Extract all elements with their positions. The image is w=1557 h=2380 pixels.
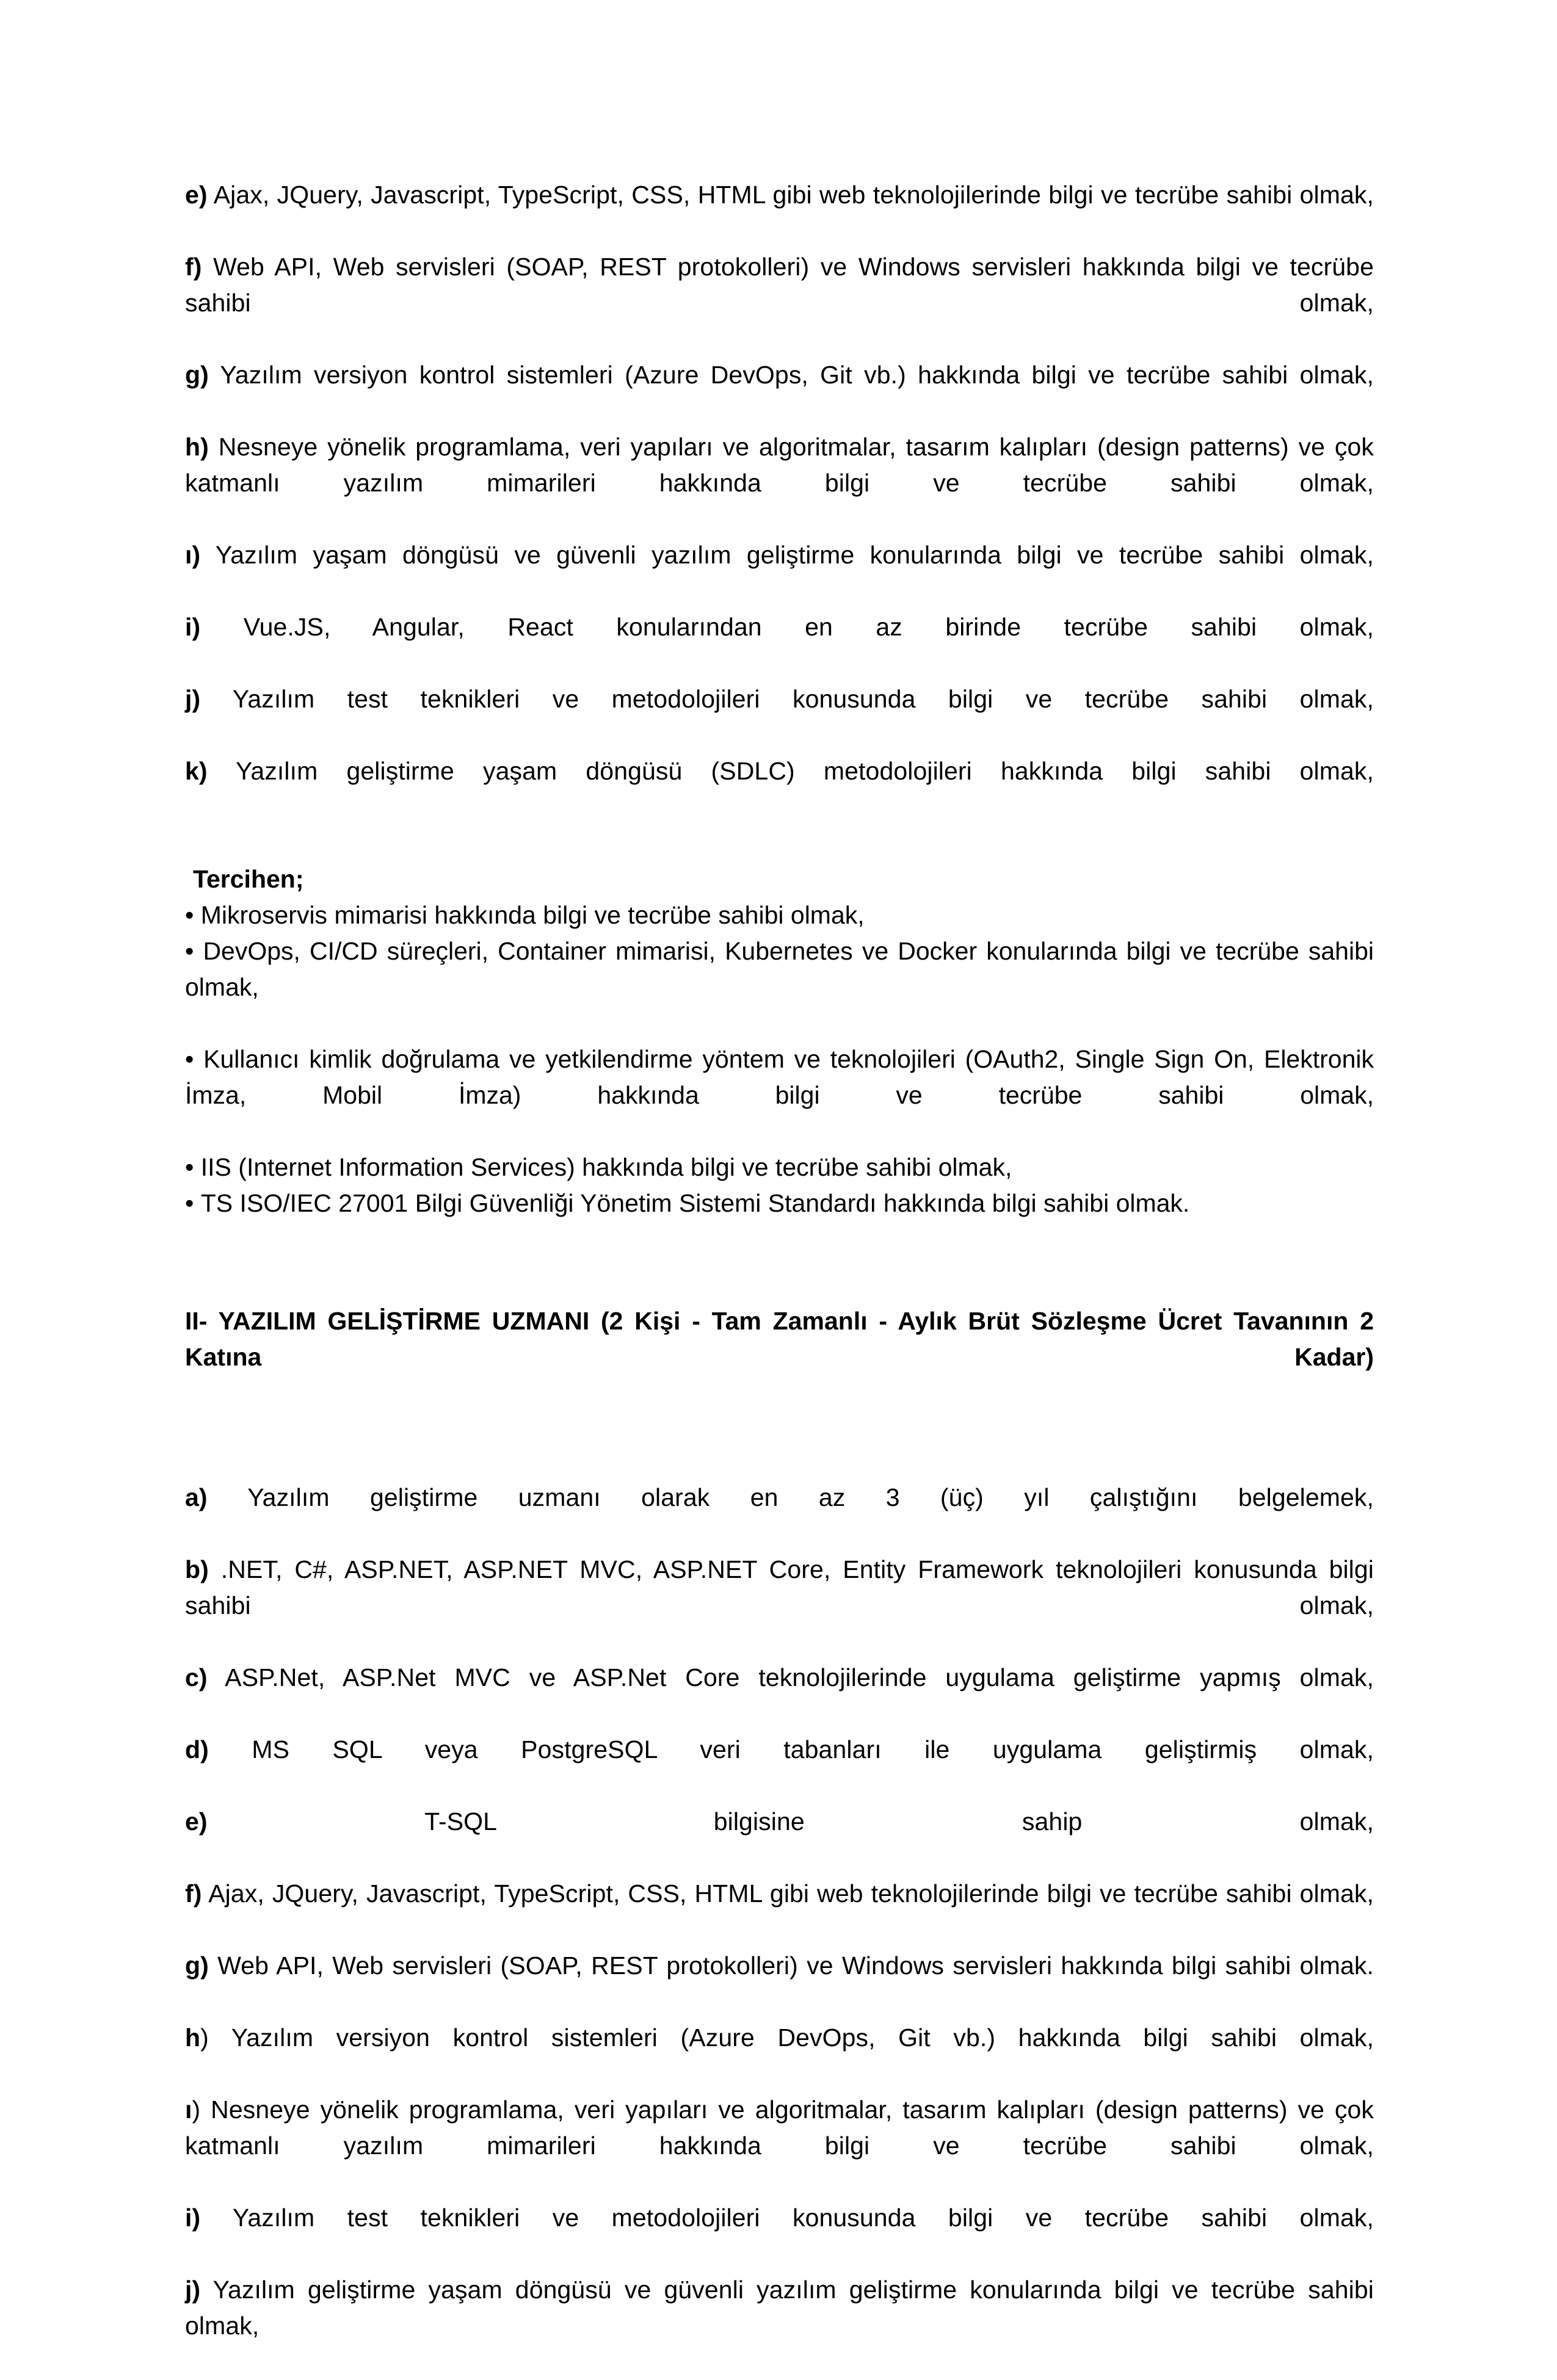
- list-item: [185, 1804, 1374, 1876]
- list-marker: e): [185, 181, 208, 209]
- list-marker: c): [185, 1663, 208, 1691]
- list-marker: j): [185, 685, 201, 713]
- list-marker-paren: ): [200, 2024, 209, 2052]
- list-marker: g): [185, 361, 209, 389]
- bullet-glyph: •: [185, 901, 194, 929]
- list-marker: [185, 2024, 209, 2052]
- list-marker: [185, 2096, 200, 2124]
- preferred-heading: Tercihen;: [193, 865, 304, 893]
- list-item-text: .NET, C#, ASP.NET, ASP.NET MVC, ASP.NET Core, Entity Framework teknolojileri konusunda bilgi sahibi olmak,: [185, 1555, 1374, 1619]
- section-one-item-list: [185, 177, 1374, 825]
- bullet-list-item: [185, 1185, 1374, 1221]
- list-item-text: Yazılım versiyon kontrol sistemleri (Azure DevOps, Git vb.) hakkında bilgi sahibi olmak,: [231, 2024, 1374, 2052]
- bullet-list-item: [185, 897, 1374, 933]
- list-item-text: ASP.Net, ASP.Net MVC ve ASP.Net Core teknolojilerinde uygulama geliştirme yapmış olmak,: [225, 1663, 1374, 1691]
- list-marker: e): [185, 1807, 208, 1836]
- list-item: [185, 2200, 1374, 2272]
- bullet-glyph: •: [185, 1189, 194, 1217]
- list-marker: f): [185, 1879, 202, 1908]
- list-item: [185, 2092, 1374, 2200]
- list-item: [185, 429, 1374, 537]
- list-marker: d): [185, 1735, 209, 1763]
- list-marker: a): [185, 1483, 208, 1511]
- list-item: [185, 249, 1374, 357]
- bullet-list-item: [185, 1149, 1374, 1185]
- bullet-item-text: IIS (Internet Information Services) hakkında bilgi ve tecrübe sahibi olmak,: [200, 1153, 1012, 1181]
- list-item-text: MS SQL veya PostgreSQL veri tabanları ile uygulama geliştirmiş olmak,: [252, 1735, 1374, 1763]
- spacer: [185, 1411, 1374, 1480]
- list-marker: h): [185, 433, 209, 461]
- list-marker-paren: ): [192, 2096, 201, 2124]
- list-item-text: Ajax, JQuery, Javascript, TypeScript, CSS, HTML gibi web teknolojilerinde bilgi ve tecrübe sahibi olmak,: [208, 1879, 1374, 1908]
- list-item-text: Ajax, JQuery, Javascript, TypeScript, CSS, HTML gibi web teknolojilerinde bilgi ve tecrübe sahibi olmak,: [213, 181, 1374, 209]
- list-item-text: Web API, Web servisleri (SOAP, REST protokolleri) ve Windows servisleri hakkında bilgi ve tecrübe sahibi olmak,: [185, 253, 1374, 317]
- bullet-list-item: [185, 1041, 1374, 1149]
- section-two-item-list: [185, 1480, 1374, 2380]
- list-item-text: Vue.JS, Angular, React konularından en az birinde tecrübe sahibi olmak,: [243, 613, 1374, 641]
- bullet-item-text: Mikroservis mimarisi hakkında bilgi ve tecrübe sahibi olmak,: [200, 901, 865, 929]
- list-marker: i): [185, 2204, 201, 2232]
- bullet-item-text: Kullanıcı kimlik doğrulama ve yetkilendirme yöntem ve teknolojileri (OAuth2, Single Sign On, Elektronik İmza, Mobil İmza) hakkında bilgi ve tecrübe sahibi olmak,: [185, 1045, 1374, 1109]
- bullet-item-text: DevOps, CI/CD süreçleri, Container mimarisi, Kubernetes ve Docker konularında bilgi ve tecrübe sahibi olmak,: [185, 937, 1374, 1001]
- list-item: [185, 1552, 1374, 1660]
- list-marker: f): [185, 253, 202, 281]
- list-item-text: Yazılım versiyon kontrol sistemleri (Azure DevOps, Git vb.) hakkında bilgi ve tecrübe sahibi olmak,: [220, 361, 1374, 389]
- preferred-qualifications-block: [185, 861, 1374, 1221]
- bullet-list-item: [185, 933, 1374, 1041]
- list-item: [185, 753, 1374, 825]
- list-marker-letter: h: [185, 2024, 201, 2052]
- list-item-text: Yazılım yaşam döngüsü ve güvenli yazılım geliştirme konularında bilgi ve tecrübe sahibi olmak,: [215, 541, 1374, 569]
- spacer: [185, 1221, 1374, 1303]
- bullet-glyph: •: [185, 937, 194, 965]
- list-item-text: Yazılım geliştirme yaşam döngüsü ve güvenli yazılım geliştirme konularında bilgi ve tecrübe sahibi olmak,: [185, 2276, 1374, 2340]
- list-marker: g): [185, 1951, 209, 1980]
- list-marker: k): [185, 757, 208, 785]
- list-item-text: Yazılım test teknikleri ve metodolojileri konusunda bilgi ve tecrübe sahibi olmak,: [232, 2204, 1374, 2232]
- list-item-text: Nesneye yönelik programlama, veri yapıları ve algoritmalar, tasarım kalıpları (design patterns) ve çok katmanlı yazılım mimarileri hakkında bilgi ve tecrübe sahibi olmak,: [185, 433, 1374, 497]
- list-item: [185, 1948, 1374, 2020]
- bullet-item-text: TS ISO/IEC 27001 Bilgi Güvenliği Yönetim Sistemi Standardı hakkında bilgi sahibi olmak.: [200, 1189, 1190, 1217]
- list-item: [185, 1876, 1374, 1948]
- bullet-glyph: •: [185, 1045, 194, 1073]
- list-item: [185, 177, 1374, 249]
- list-item: [185, 537, 1374, 609]
- bullet-glyph: •: [185, 1153, 194, 1181]
- list-item: [185, 1480, 1374, 1552]
- list-item-text: Yazılım geliştirme uzmanı olarak en az 3 (üç) yıl çalıştığını belgelemek,: [247, 1483, 1374, 1511]
- list-item: [185, 2020, 1374, 2092]
- list-item: [185, 681, 1374, 753]
- section-two-heading: II- YAZILIM GELİŞTİRME UZMANI (2 Kişi - Tam Zamanlı - Aylık Brüt Sözleşme Ücret Tavanının 2 Katına Kadar): [185, 1307, 1374, 1371]
- list-marker: i): [185, 613, 201, 641]
- list-item: [185, 2272, 1374, 2380]
- list-item: [185, 609, 1374, 681]
- list-marker-letter: ı: [185, 2096, 192, 2124]
- list-item-text: Web API, Web servisleri (SOAP, REST protokolleri) ve Windows servisleri hakkında bilgi sahibi olmak.: [217, 1951, 1374, 1980]
- list-marker: j): [185, 2276, 201, 2304]
- list-item: [185, 357, 1374, 429]
- list-item-text: Yazılım test teknikleri ve metodolojileri konusunda bilgi ve tecrübe sahibi olmak,: [232, 685, 1374, 713]
- list-item-text: Nesneye yönelik programlama, veri yapıları ve algoritmalar, tasarım kalıpları (design patterns) ve çok katmanlı yazılım mimarileri hakkında bilgi ve tecrübe sahibi olmak,: [185, 2096, 1374, 2160]
- list-item-text: T-SQL bilgisine sahip olmak,: [424, 1807, 1374, 1836]
- list-marker: ı): [185, 541, 201, 569]
- spacer: [185, 825, 1374, 861]
- document-body: [185, 177, 1374, 2380]
- list-item-text: Yazılım geliştirme yaşam döngüsü (SDLC) metodolojileri hakkında bilgi sahibi olmak,: [236, 757, 1374, 785]
- list-item: [185, 1660, 1374, 1732]
- list-marker: b): [185, 1555, 209, 1583]
- list-item: [185, 1732, 1374, 1804]
